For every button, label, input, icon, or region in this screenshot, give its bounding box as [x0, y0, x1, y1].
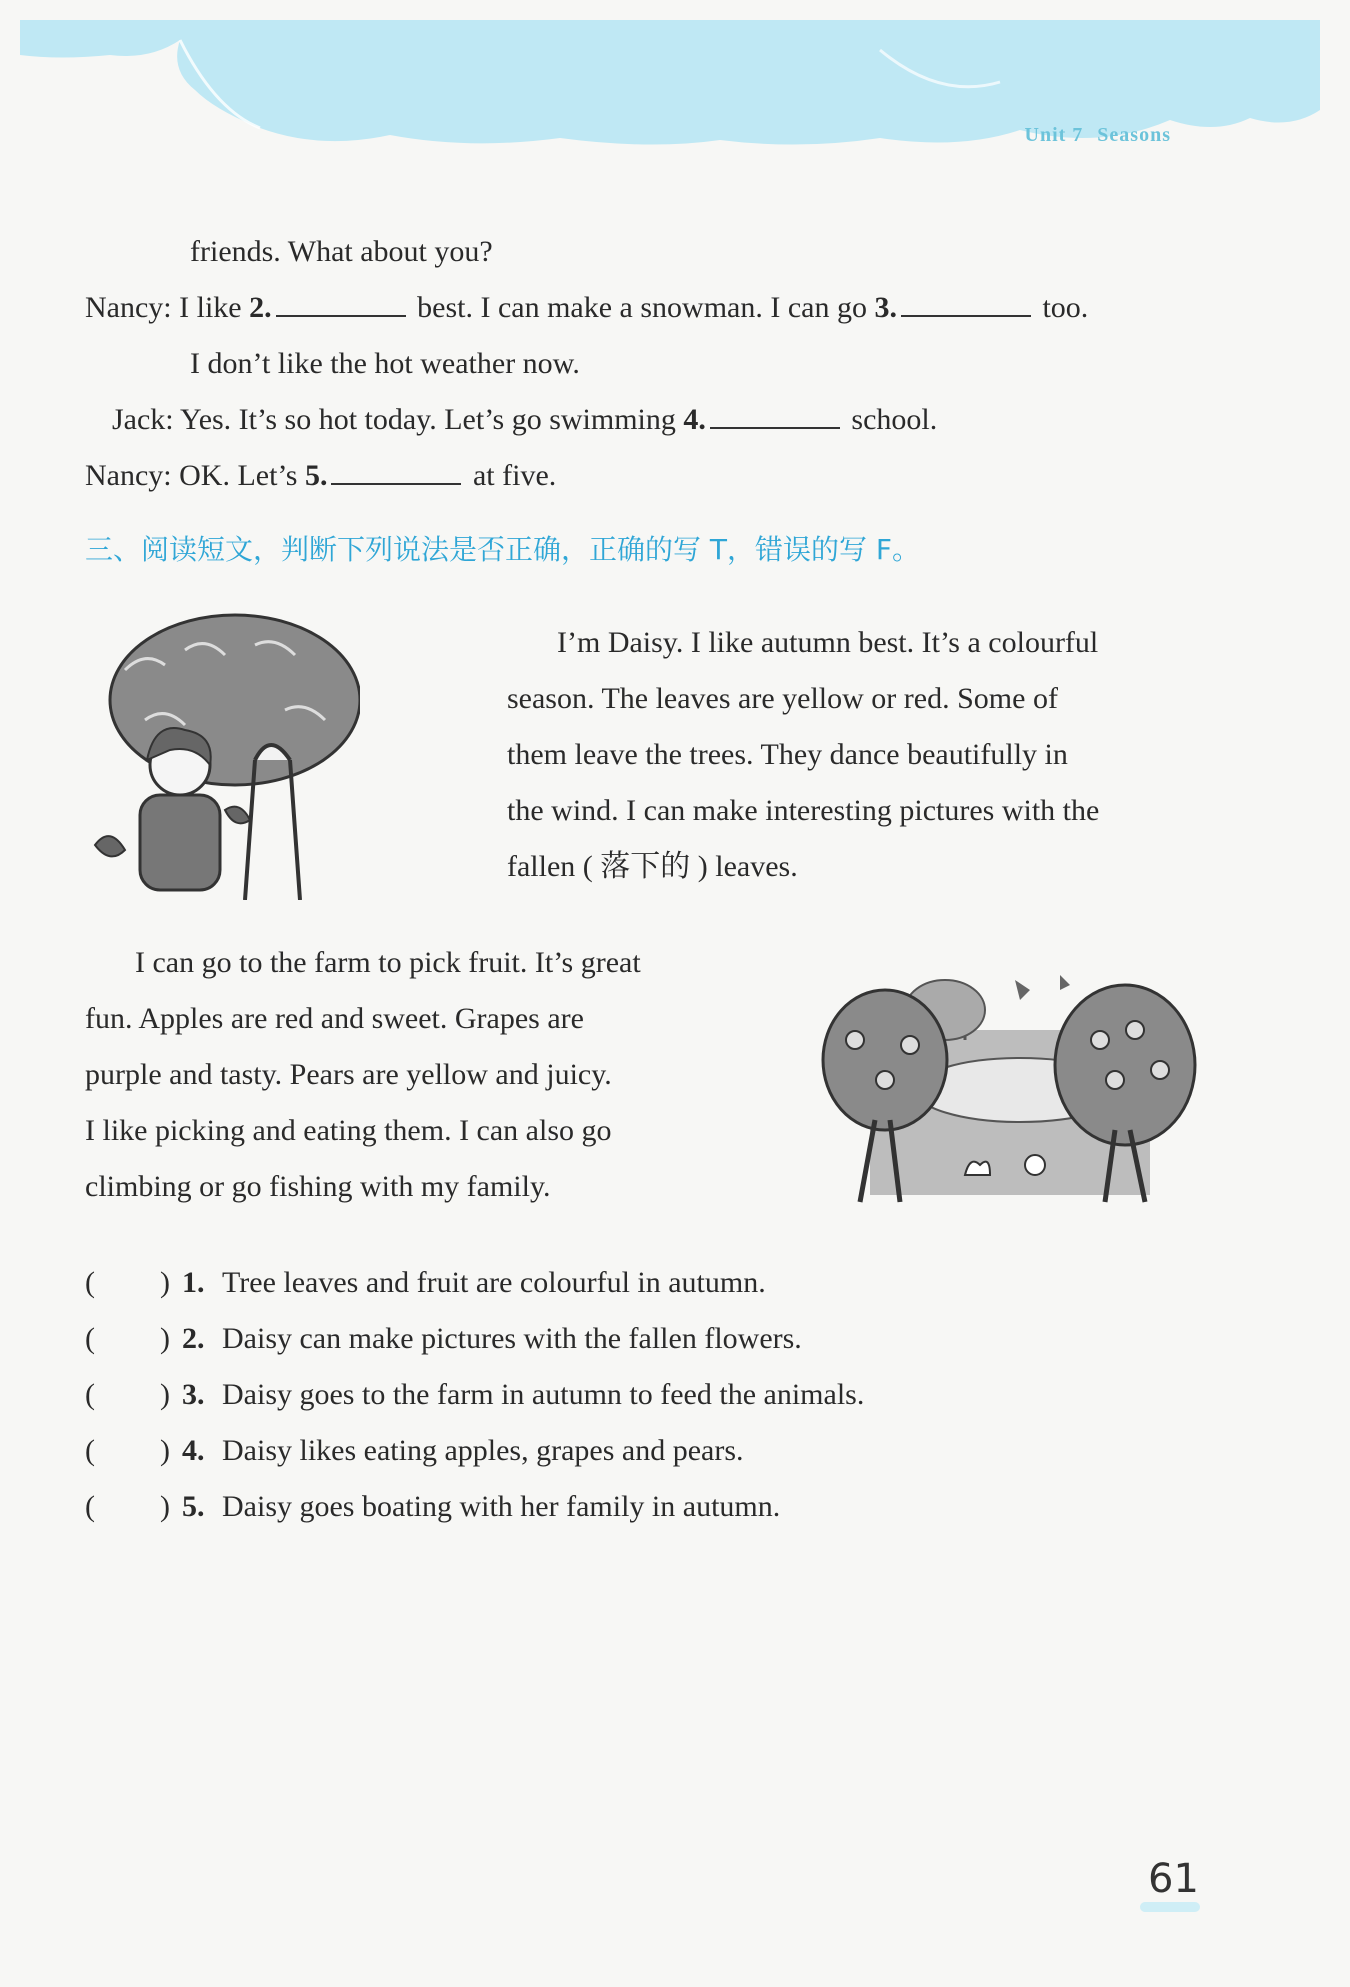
dialogue-line-5: Nancy: OK. Let’s 5. at five. [85, 459, 557, 492]
answer-paren-close: ) [160, 1434, 170, 1467]
dialogue-line-3: I don’t like the hot weather now. [190, 347, 580, 380]
unit-title [1025, 124, 1186, 147]
question-text: Daisy goes to the farm in autumn to feed the animals. [222, 1378, 865, 1411]
question-number: 3. [182, 1378, 205, 1411]
answer-paren-open[interactable]: ( [85, 1434, 95, 1467]
question-text: Daisy can make pictures with the fallen flowers. [222, 1322, 802, 1355]
speaker-nancy: Nancy: [85, 459, 172, 492]
answer-blank-4[interactable] [710, 401, 840, 429]
unit-label: Unit 7 [1024, 124, 1084, 146]
section-three-title: 三、阅读短文，判断下列说法是否正确，正确的写 T，错误的写 F。 [85, 533, 921, 566]
answer-blank-3[interactable] [901, 289, 1031, 317]
passage-paragraph-1: I’m Daisy. I like autumn best. It’s a colourful season. The leaves are yellow or red. Some of them leave the trees. They dance beautifully in the wind. I can make interesting pictures with the fallen ( 落下的 ) leaves. [507, 626, 1100, 883]
answer-paren-open[interactable]: ( [85, 1378, 95, 1411]
unit-topic: Seasons [1097, 124, 1171, 146]
dialogue-line-1: friends. What about you? [190, 235, 493, 268]
question-number: 2. [182, 1322, 205, 1355]
dialogue-line-2: Nancy: I like 2. best. I can make a snowman. I can go 3. too. [85, 291, 1089, 324]
speaker-jack: Jack: [112, 403, 174, 436]
answer-paren-open[interactable]: ( [85, 1322, 95, 1355]
cloud-banner [0, 0, 1350, 180]
answer-paren-close: ) [160, 1378, 170, 1411]
answer-paren-close: ) [160, 1266, 170, 1299]
question-text: Tree leaves and fruit are colourful in autumn. [222, 1266, 766, 1299]
passage-paragraph-2: I can go to the farm to pick fruit. It’s great fun. Apples are red and sweet. Grapes are purple and tasty. Pears are yellow and juicy. I like picking and eating them. I can also go climbing or go fishing with my family. [85, 946, 641, 1203]
orchard-illustration [815, 970, 1200, 1205]
speaker-nancy: Nancy: [85, 291, 172, 324]
page-number: 61 [1148, 1856, 1199, 1902]
question-number: 4. [182, 1434, 205, 1467]
question-number: 1. [182, 1266, 205, 1299]
answer-paren-close: ) [160, 1490, 170, 1523]
dialogue-line-4: Jack: Yes. It’s so hot today. Let’s go swimming 4. school. [112, 403, 938, 436]
question-text: Daisy likes eating apples, grapes and pears. [222, 1434, 744, 1467]
girl-under-tree-illustration [85, 610, 360, 900]
answer-paren-close: ) [160, 1322, 170, 1355]
answer-blank-5[interactable] [331, 457, 461, 485]
question-number: 5. [182, 1490, 205, 1523]
answer-blank-2[interactable] [276, 289, 406, 317]
answer-paren-open[interactable]: ( [85, 1490, 95, 1523]
answer-paren-open[interactable]: ( [85, 1266, 95, 1299]
page-number-underline [1140, 1902, 1200, 1912]
question-text: Daisy goes boating with her family in autumn. [222, 1490, 781, 1523]
